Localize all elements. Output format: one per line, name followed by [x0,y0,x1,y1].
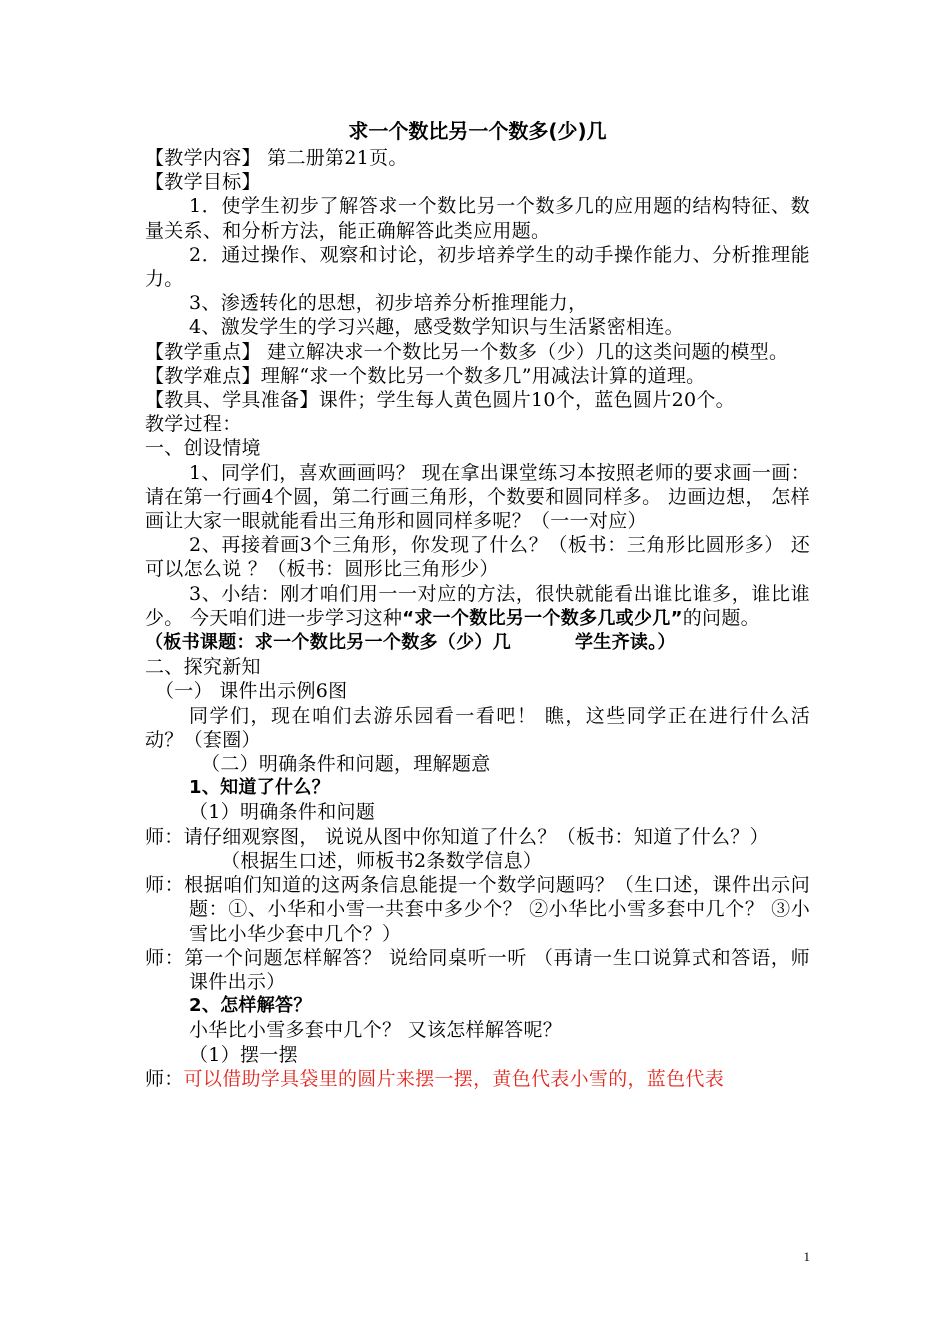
teaching-goals-heading: 【教学目标】 [145,171,261,194]
process-heading: 教学过程： [145,413,242,436]
teacher-note-1: （根据生口述，师板书2条数学信息） [221,849,543,872]
board-title-text: （板书课题：求一个数比另一个数多（少）几 [145,632,511,654]
question-2-prompt: 小华比小雪多套中几个？ 又该怎样解答呢？ [189,1019,563,1042]
subsection-1-para: 同学们，现在咱们去游乐园看一看吧！ 瞧，这些同学正在进行什么活动？（套圈） [145,704,810,751]
teacher-line-3: 师：第一个问题怎样解答？ 说给同桌听一听 （再请一生口说算式和答语，师课件出示） [145,946,810,993]
question-2-step: （1）摆一摆 [189,1043,298,1066]
document-body [145,118,810,1091]
question-1-step: （1）明确条件和问题 [189,801,376,824]
teaching-content: 【教学内容】 第二册第21页。 [145,147,408,169]
goal-3: 3、渗透转化的思想，初步培养分析推理能力， [189,292,588,315]
goal-4: 4、激发学生的学习兴趣，感受数学知识与生活紧密相连。 [189,316,684,339]
section-1-para-2: 2、再接着画3个三角形，你发现了什么？（板书：三角形比圆形多） 还可以怎么说 ？（板书：圆形比三角形少） [145,534,810,581]
section-1-para-3 [145,582,810,631]
page-number: 1 [803,1249,810,1264]
teacher-line-4 [145,1067,810,1091]
subsection-1: （一） 课件出示例6图 [155,680,348,703]
summary-end: 的问题。 [682,606,760,629]
goal-2: 2．通过操作、观察和讨论，初步培养学生的动手操作能力、分析推理能力。 [145,243,810,291]
summary-emphasis: “求一个数比另一个数多几或少几” [402,607,683,629]
document-title: 求一个数比另一个数多(少)几 [348,119,607,143]
section-1-heading: 一、创设情境 [145,437,261,460]
teacher-line-4-highlight: 可以借助学具袋里的圆片来摆一摆，黄色代表小雪的，蓝色代表 [183,1067,725,1090]
section-1-para-1: 1、同学们，喜欢画画吗？ 现在拿出课堂练习本按照老师的要求画一画：请在第一行画4个圆，第二行画三角形，个数要和圆同样多。 边画边想， 怎样画让大家一眼就能看出三角形和圆同样多呢？（一一对应） [145,461,810,533]
subsection-2: （二）明确条件和问题，理解题意 [201,753,491,776]
summary-text: 3、小结：刚才咱们用一一对应的方法，很快就能看出谁比谁多，谁比谁少。 今天咱们进一步学习这种 [145,582,810,629]
teacher-line-2: 师：根据咱们知道的这两条信息能提一个数学问题吗？（生口述，课件出示问题：①、小华和小雪一共套中多少个？ ②小华比小雪多套中几个？ ③小雪比小华少套中几个？） [145,874,810,945]
board-title [145,631,810,655]
key-point: 【教学重点】 建立解决求一个数比另一个数多（少）几的这类问题的模型。 [145,340,789,363]
board-title-read: 学生齐读。） [575,632,676,654]
teacher-line-1: 师：请仔细观察图， 说说从图中你知道了什么？（板书：知道了什么？） [145,825,769,848]
difficulty: 【教学难点】理解“求一个数比另一个数多几”用减法计算的道理。 [145,364,706,387]
section-2-heading: 二、探究新知 [145,656,261,679]
teacher-prefix: 师： [145,1067,184,1090]
question-2: 2、怎样解答？ [189,995,312,1017]
question-1: 1、知道了什么？ [189,777,330,799]
materials: 【教具、学具准备】课件；学生每人黄色圆片10个，蓝色圆片20个。 [145,389,735,412]
goal-1: 1．使学生初步了解答求一个数比另一个数多几的应用题的结构特征、数量关系、和分析方法，能正确解答此类应用题。 [145,195,810,242]
